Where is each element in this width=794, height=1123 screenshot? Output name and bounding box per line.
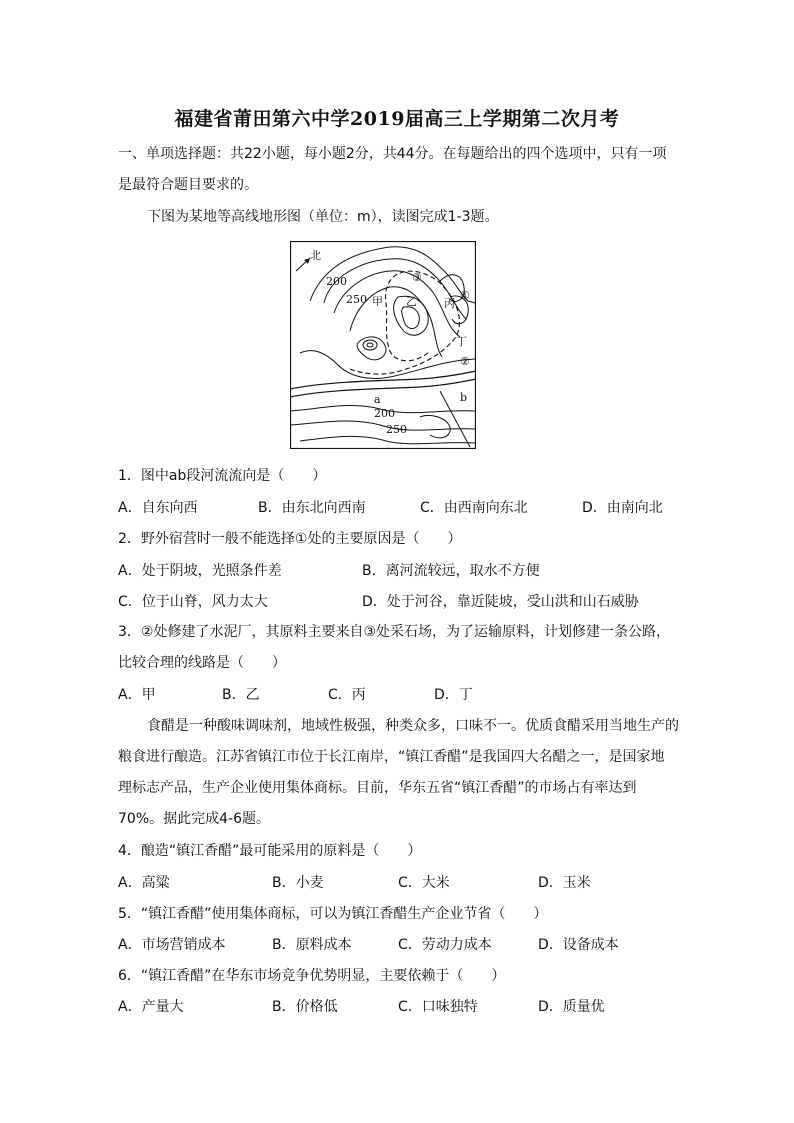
place-label-yi: 乙 <box>406 295 417 308</box>
q2-option-b: B．离河流较远，取水不方便 <box>362 563 540 579</box>
contour-map-figure <box>290 241 476 449</box>
contour-map <box>290 241 476 449</box>
q5-option-d: D．设备成本 <box>538 937 619 953</box>
q3-option-b: B．乙 <box>222 687 260 703</box>
q6-option-c: C．口味独特 <box>398 999 478 1015</box>
q5-option-b: B．原料成本 <box>272 937 352 953</box>
passage-line-3: 理标志产品，生产企业使用集体商标。目前，华东五省“镇江香醋”的市场占有率达到 <box>118 780 637 796</box>
q4-option-d: D．玉米 <box>538 875 591 891</box>
q3-option-a: A．甲 <box>118 687 156 703</box>
q2-option-c: C．位于山脊，风力太大 <box>118 594 268 610</box>
q1-option-a: A．自东向西 <box>118 500 198 516</box>
question-6-stem: 6．“镇江香醋”在华东市场竞争优势明显，主要依赖于（ ） <box>118 968 506 984</box>
point-label-1: ① <box>460 289 470 302</box>
contour-label-200-lower: 200 <box>374 407 395 420</box>
q6-option-a: A．产量大 <box>118 999 184 1015</box>
place-label-bing: 丙 <box>444 297 455 310</box>
q2-option-d: D．处于河谷，靠近陡坡，受山洪和山石威胁 <box>362 594 639 610</box>
river-label-b: b <box>460 391 468 404</box>
passage-line-1: 食醋是一种酸味调味剂，地域性极强，种类众多，口味不一。优质食醋采用当地生产的 <box>147 718 679 734</box>
place-label-jia: 甲 <box>372 295 383 308</box>
north-label: 北 <box>310 249 321 262</box>
q5-option-a: A．市场营销成本 <box>118 937 226 953</box>
section-instruction-line-1: 一、单项选择题：共22小题，每小题2分，共44分。在每题给出的四个选项中，只有一项 <box>118 146 667 162</box>
question-3-stem-line-1: 3．②处修建了水泥厂，其原料主要来自③处采石场，为了运输原料，计划修建一条公路， <box>118 624 671 640</box>
contour-label-250-upper: 250 <box>346 293 367 306</box>
place-label-ding: 丁 <box>456 335 467 348</box>
passage-line-4: 70%。据此完成4-6题。 <box>118 811 270 827</box>
point-label-3: ③ <box>412 271 422 284</box>
q1-option-b: B．由东北向西南 <box>258 500 366 516</box>
point-label-2: ② <box>460 355 470 368</box>
question-1-stem: 1．图中ab段河流流向是（ ） <box>118 468 327 484</box>
section-instruction-line-2: 是最符合题目要求的。 <box>118 177 258 193</box>
question-3-stem-line-2: 比较合理的线路是（ ） <box>118 655 286 671</box>
q1-option-c: C．由西南向东北 <box>420 500 528 516</box>
q4-option-c: C．大米 <box>398 875 450 891</box>
q6-option-b: B．价格低 <box>272 999 338 1015</box>
q1-option-d: D．由南向北 <box>582 500 663 516</box>
page-title: 福建省莆田第六中学2019届高三上学期第二次月考 <box>174 108 620 130</box>
contour-label-200-upper: 200 <box>326 275 347 288</box>
q3-option-c: C．丙 <box>328 687 366 703</box>
q5-option-c: C．劳动力成本 <box>398 937 492 953</box>
passage-line-2: 粮食进行酿造。江苏省镇江市位于长江南岸，“镇江香醋”是我国四大名醋之一，是国家地 <box>118 749 665 765</box>
q2-option-a: A．处于阴坡，光照条件差 <box>118 563 282 579</box>
q4-option-a: A．高粱 <box>118 875 170 891</box>
question-2-stem: 2．野外宿营时一般不能选择①处的主要原因是（ ） <box>118 531 462 547</box>
question-4-stem: 4．酿造“镇江香醋”最可能采用的原料是（ ） <box>118 843 422 859</box>
q6-option-d: D．质量优 <box>538 999 605 1015</box>
river-label-a: a <box>374 393 381 406</box>
map-intro: 下图为某地等高线地形图（单位：m），读图完成1-3题。 <box>147 209 499 225</box>
contour-label-250-lower: 250 <box>386 423 407 436</box>
question-5-stem: 5．“镇江香醋”使用集体商标，可以为镇江香醋生产企业节省（ ） <box>118 906 548 922</box>
q3-option-d: D．丁 <box>434 687 473 703</box>
q4-option-b: B．小麦 <box>272 875 324 891</box>
